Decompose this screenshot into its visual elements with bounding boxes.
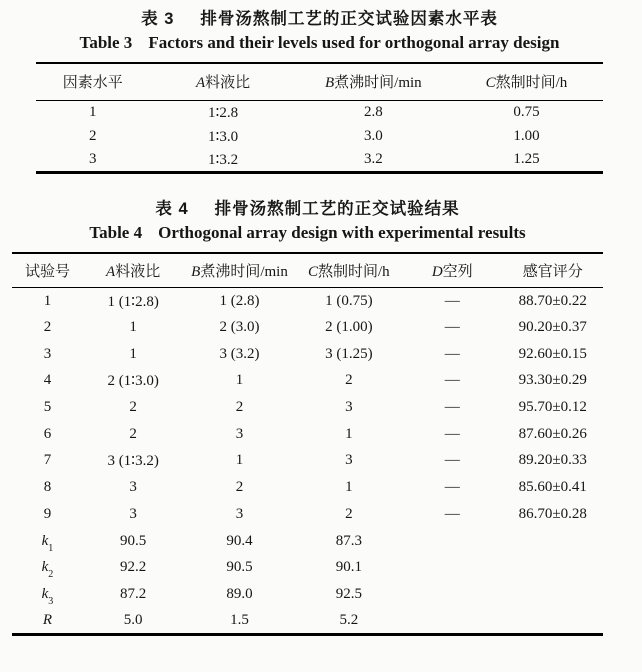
table4-header-row bbox=[12, 253, 603, 288]
table-cell: 92.2 bbox=[120, 559, 147, 576]
column-header bbox=[83, 253, 183, 288]
stat-subscript: 2 bbox=[48, 569, 54, 581]
table-cell: — bbox=[444, 399, 460, 416]
table4-caption-text-en: Orthogonal array design with experimental results bbox=[158, 222, 526, 242]
table3-caption-en bbox=[36, 32, 603, 54]
table3 bbox=[36, 62, 603, 174]
table-cell: 3 bbox=[88, 150, 97, 167]
column-header bbox=[402, 253, 502, 288]
table-cell: — bbox=[444, 319, 460, 336]
table-cell: — bbox=[444, 505, 460, 522]
table-cell: 3.0 bbox=[363, 127, 383, 144]
table-cell: 2 (1∶3.0) bbox=[107, 373, 159, 390]
table4-caption-label-en: Table 4 bbox=[89, 222, 143, 242]
header-text: 煮沸时间/min bbox=[334, 75, 422, 92]
table-cell: 90.5 bbox=[120, 532, 147, 549]
table-row bbox=[12, 314, 603, 341]
table3-section bbox=[36, 9, 603, 174]
stat-row bbox=[12, 581, 603, 608]
header-text: 感官评分 bbox=[522, 263, 583, 280]
table-row bbox=[36, 124, 603, 148]
table-cell bbox=[402, 554, 502, 581]
table-cell: 1 (2.8) bbox=[219, 292, 260, 309]
column-header bbox=[450, 63, 603, 100]
table-row bbox=[12, 368, 603, 395]
table-cell: 1 bbox=[129, 345, 137, 362]
stat-letter: k bbox=[41, 559, 49, 576]
table-cell: — bbox=[444, 292, 460, 309]
header-italic-letter: D bbox=[431, 263, 443, 280]
table-cell: 3 (1∶3.2) bbox=[107, 453, 159, 470]
table-cell bbox=[402, 528, 502, 555]
table-row bbox=[12, 448, 603, 475]
table-cell: 7 bbox=[43, 452, 52, 469]
table-cell: 90.4 bbox=[226, 532, 253, 549]
table-cell: 86.70±0.28 bbox=[518, 505, 587, 522]
page bbox=[0, 9, 642, 636]
table-cell: 87.3 bbox=[335, 532, 362, 549]
column-header bbox=[12, 253, 83, 288]
table-cell: 3 bbox=[235, 425, 244, 442]
table4-caption-zh bbox=[12, 199, 603, 220]
table-cell bbox=[503, 608, 604, 635]
column-header bbox=[149, 63, 296, 100]
table3-caption-label-zh: 表 3 bbox=[141, 10, 175, 28]
table-cell: 1.25 bbox=[513, 150, 540, 167]
table-cell: 1∶3.2 bbox=[208, 151, 239, 168]
header-italic-letter: B bbox=[324, 75, 335, 92]
stat-row bbox=[12, 608, 603, 635]
stat-letter: k bbox=[41, 585, 49, 602]
table-row bbox=[12, 341, 603, 368]
table3-caption-zh bbox=[36, 9, 603, 30]
table4 bbox=[12, 252, 603, 636]
table-cell: 3 (1.25) bbox=[325, 345, 373, 362]
table-cell: 90.1 bbox=[335, 559, 362, 576]
table-cell: 3.2 bbox=[363, 150, 383, 167]
table-cell: — bbox=[444, 425, 460, 442]
table-cell: 1.5 bbox=[230, 611, 249, 628]
table-cell bbox=[503, 528, 604, 555]
table-cell: 1 bbox=[235, 452, 244, 469]
table-cell: 2 bbox=[235, 479, 244, 496]
stat-label bbox=[12, 528, 83, 555]
table-cell: 87.60±0.26 bbox=[518, 425, 587, 442]
header-italic-letter: A bbox=[106, 263, 116, 280]
stat-row bbox=[12, 528, 603, 555]
table-cell: 6 bbox=[43, 425, 52, 442]
table-row bbox=[12, 501, 603, 528]
table-cell: 2 (1.00) bbox=[325, 319, 373, 336]
table-cell: 88.70±0.22 bbox=[518, 292, 587, 309]
table-cell: — bbox=[444, 345, 460, 362]
header-text: 空列 bbox=[442, 263, 473, 280]
table-cell: 3 bbox=[129, 479, 137, 496]
table-cell: 4 bbox=[43, 372, 52, 389]
column-header bbox=[296, 253, 402, 288]
header-text: 煮沸时间/min bbox=[200, 263, 288, 280]
table4-caption-label-zh: 表 4 bbox=[155, 199, 189, 218]
stat-label bbox=[12, 581, 83, 608]
table-cell: 95.70±0.12 bbox=[518, 399, 587, 416]
table-cell: 3 bbox=[43, 345, 52, 362]
table3-caption-text-en: Factors and their levels used for orthogonal array design bbox=[148, 33, 560, 52]
table-cell: 1∶3.0 bbox=[208, 128, 239, 145]
table-cell: 1 bbox=[345, 425, 353, 442]
header-text: 熬制时间/h bbox=[495, 75, 568, 92]
table-cell: 1.00 bbox=[513, 127, 540, 144]
table-cell: 2.8 bbox=[363, 103, 383, 120]
table-cell: 5 bbox=[43, 399, 52, 416]
table-cell: 5.2 bbox=[339, 611, 359, 628]
table-cell: — bbox=[444, 452, 460, 469]
table-cell: 89.0 bbox=[226, 585, 253, 602]
table-cell: 85.60±0.41 bbox=[518, 479, 587, 496]
table-cell: 2 bbox=[43, 319, 52, 336]
table-cell: 93.30±0.29 bbox=[518, 372, 587, 389]
column-header bbox=[297, 63, 450, 100]
table-cell: 92.60±0.15 bbox=[518, 345, 587, 362]
table-cell: 1 bbox=[129, 319, 137, 336]
table-cell: 2 bbox=[129, 425, 137, 442]
table-cell: 87.2 bbox=[120, 585, 147, 602]
table-cell: 3 bbox=[129, 505, 137, 522]
table-cell bbox=[503, 554, 604, 581]
stat-subscript: 3 bbox=[48, 595, 54, 607]
table-row bbox=[12, 288, 603, 315]
column-header bbox=[36, 63, 149, 100]
table-cell: 3 (3.2) bbox=[219, 345, 260, 362]
table-cell: 1∶2.8 bbox=[208, 104, 239, 121]
table-row bbox=[12, 394, 603, 421]
table-cell: 2 bbox=[345, 505, 353, 522]
table3-caption-text-zh: 排骨汤熬制工艺的正交试验因素水平表 bbox=[200, 10, 498, 28]
header-text: 因素水平 bbox=[62, 75, 123, 92]
table-cell: 0.75 bbox=[513, 103, 540, 120]
table-cell: 2 bbox=[345, 372, 353, 389]
table-cell: 1 bbox=[235, 372, 244, 389]
table-cell: 1 (1∶2.8) bbox=[107, 293, 159, 310]
table-row bbox=[36, 148, 603, 172]
table-cell: 2 bbox=[235, 399, 244, 416]
table4-section bbox=[12, 199, 603, 636]
table-row bbox=[36, 100, 603, 124]
stat-letter: R bbox=[42, 611, 53, 628]
table-cell: 1 bbox=[345, 479, 353, 496]
table-cell: 8 bbox=[43, 479, 52, 496]
table-cell bbox=[402, 608, 502, 635]
table-cell: 90.20±0.37 bbox=[518, 319, 587, 336]
table4-caption-text-zh: 排骨汤熬制工艺的正交试验结果 bbox=[214, 199, 460, 218]
header-italic-letter: C bbox=[485, 75, 496, 92]
table-cell bbox=[503, 581, 604, 608]
stat-row bbox=[12, 554, 603, 581]
table-cell: 5.0 bbox=[123, 611, 143, 628]
table-cell: 92.5 bbox=[335, 585, 362, 602]
table-cell: 3 bbox=[235, 505, 244, 522]
table-cell: 2 bbox=[88, 127, 97, 144]
table4-caption-en bbox=[12, 222, 603, 244]
table-cell: 3 bbox=[345, 452, 353, 469]
stat-label bbox=[12, 554, 83, 581]
stat-letter: k bbox=[41, 532, 49, 549]
table-cell: 9 bbox=[43, 505, 52, 522]
header-text: 熬制时间/h bbox=[318, 263, 390, 280]
table-cell: 2 (3.0) bbox=[219, 319, 260, 336]
header-text: 料液比 bbox=[115, 263, 161, 280]
table-cell: 1 (0.75) bbox=[325, 292, 373, 309]
table-cell: 1 bbox=[88, 103, 97, 120]
table-row bbox=[12, 421, 603, 448]
column-header bbox=[183, 253, 295, 288]
table-cell: — bbox=[444, 372, 460, 389]
table3-header-row bbox=[36, 63, 603, 100]
table-cell: 2 bbox=[129, 399, 137, 416]
table-cell: 1 bbox=[43, 292, 52, 309]
header-italic-letter: B bbox=[191, 263, 201, 280]
table-row bbox=[12, 474, 603, 501]
header-text: 试验号 bbox=[24, 263, 70, 280]
table-cell bbox=[402, 581, 502, 608]
header-text: 料液比 bbox=[205, 75, 251, 92]
table3-caption-label-en: Table 3 bbox=[79, 33, 133, 52]
table-cell: 89.20±0.33 bbox=[518, 452, 587, 469]
header-italic-letter: C bbox=[308, 263, 319, 280]
stat-subscript: 1 bbox=[48, 542, 54, 554]
table-cell: 3 bbox=[345, 399, 353, 416]
table-cell: — bbox=[444, 479, 460, 496]
header-italic-letter: A bbox=[196, 75, 206, 92]
table-cell: 90.5 bbox=[226, 559, 253, 576]
stat-label bbox=[12, 608, 83, 635]
column-header bbox=[503, 253, 604, 288]
